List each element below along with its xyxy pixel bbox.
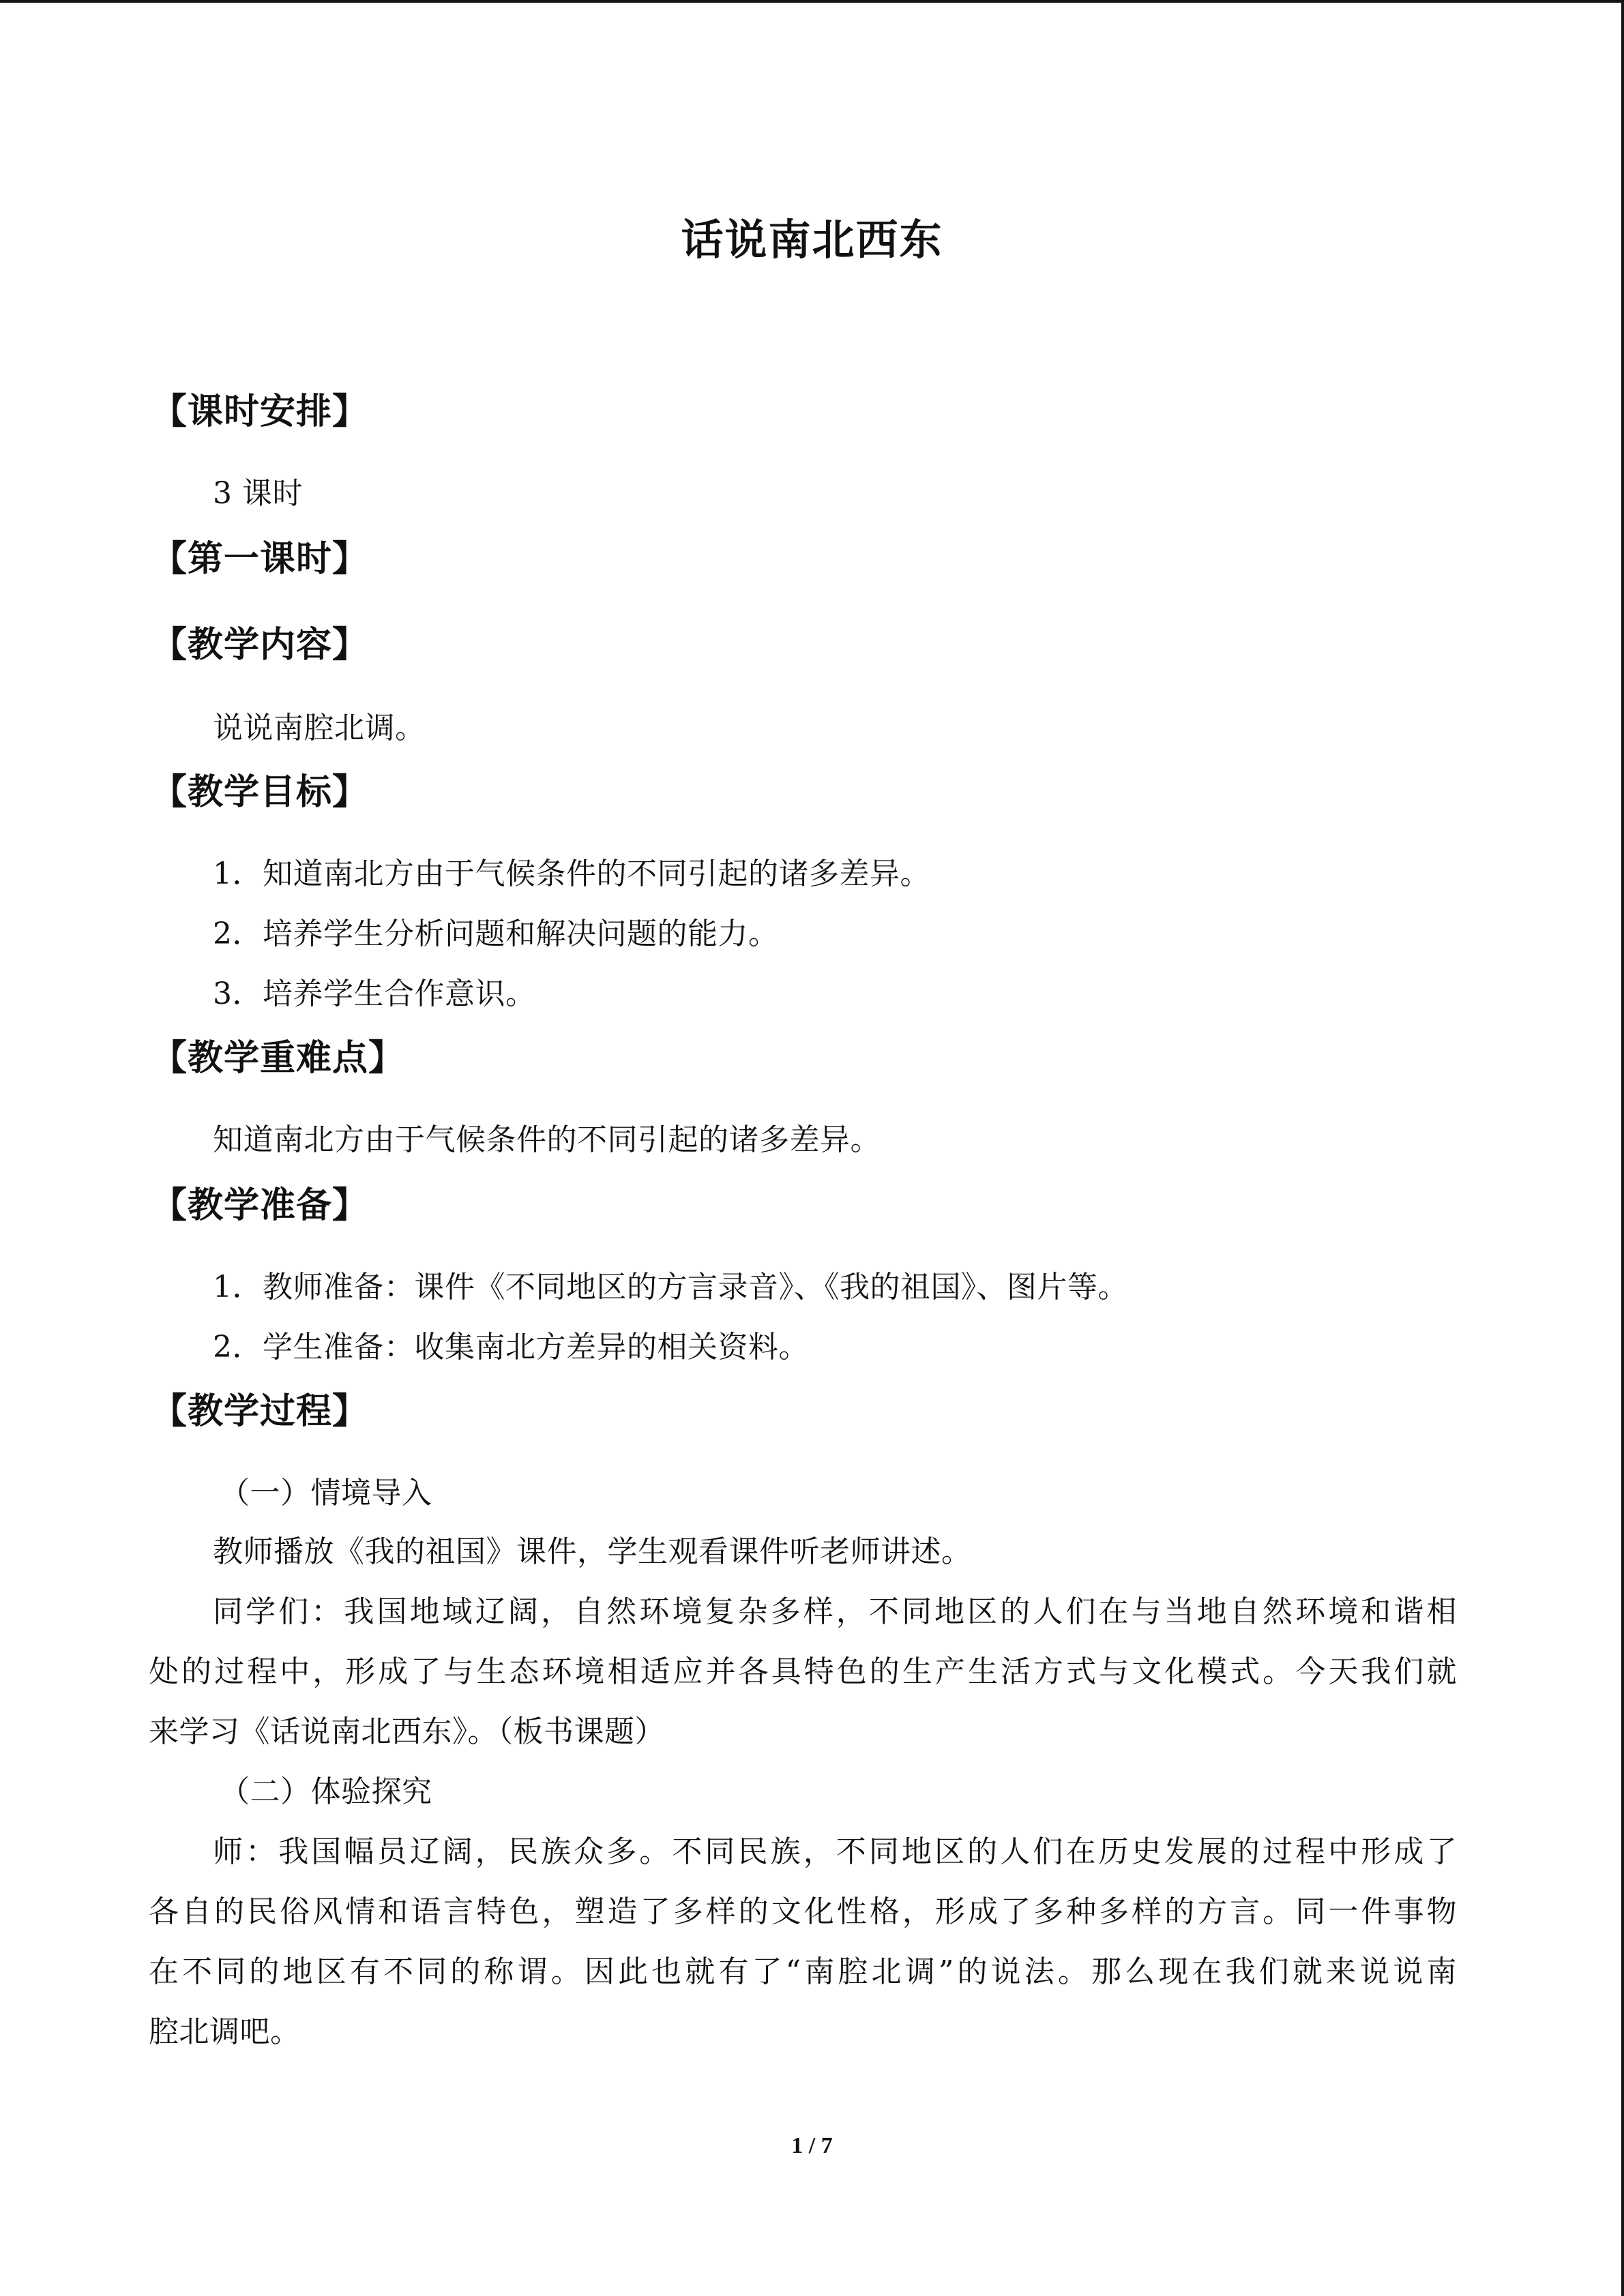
teaching-content-text: 说说南腔北调。 (213, 711, 426, 745)
process-step-two-paragraph-line-2: 各自的民俗风情和语言特色，塑造了多样的文化性格，形成了多种多样的方言。同一件事物 (149, 1894, 1457, 1929)
process-step-two-title: （二）体验探究 (220, 1774, 432, 1809)
key-points-text: 知道南北方由于气候条件的不同引起的诸多差异。 (213, 1122, 881, 1157)
process-step-one-paragraph-2-line-1: 同学们：我国地域辽阔，自然环境复杂多样，不同地区的人们在与当地自然环境和谐相 (213, 1594, 1457, 1629)
section-heading-teaching-goals: 【教学目标】 (151, 772, 369, 813)
goal-item-3: 3．培养学生合作意识。 (213, 976, 536, 1011)
section-heading-teaching-content: 【教学内容】 (151, 625, 369, 666)
preparation-item-1: 1．教师准备：课件《不同地区的方言录音》、《我的祖国》、图片等。 (213, 1270, 1128, 1304)
page-indicator: 1 / 7 (791, 2133, 833, 2158)
process-step-one-paragraph-2-line-2: 处的过程中，形成了与生态环境相适应并各具特色的生产生活方式与文化模式。今天我们就 (149, 1654, 1457, 1689)
section-heading-process: 【教学过程】 (151, 1391, 369, 1432)
goal-item-2: 2．培养学生分析问题和解决问题的能力。 (213, 916, 779, 951)
section-heading-schedule: 【课时安排】 (151, 391, 369, 432)
process-step-two-paragraph-line-1: 师：我国幅员辽阔，民族众多。不同民族，不同地区的人们在历史发展的过程中形成了 (213, 1834, 1457, 1869)
process-step-one-paragraph-2-line-3: 来学习《话说南北西东》。（板书课题） (149, 1714, 665, 1749)
page-border-right (1621, 0, 1624, 2296)
schedule-content: 3 课时 (213, 476, 303, 511)
page-border-top (0, 0, 1624, 3)
process-step-one-paragraph-1: 教师播放《我的祖国》课件，学生观看课件听老师讲述。 (213, 1534, 972, 1569)
section-heading-preparation: 【教学准备】 (151, 1185, 369, 1226)
document-title: 话说南北西东 (681, 215, 943, 265)
process-step-one-title: （一）情境导入 (220, 1476, 432, 1510)
goal-item-1: 1．知道南北方由于气候条件的不同引起的诸多差异。 (213, 856, 930, 891)
section-heading-key-points: 【教学重难点】 (151, 1038, 405, 1079)
process-step-two-paragraph-line-4: 腔北调吧。 (149, 2014, 301, 2049)
process-step-two-paragraph-line-3: 在不同的地区有不同的称谓。因此也就有了“南腔北调”的说法。那么现在我们就来说说南 (149, 1954, 1457, 1989)
preparation-item-2: 2．学生准备：收集南北方差异的相关资料。 (213, 1330, 809, 1365)
section-heading-lesson-one: 【第一课时】 (151, 539, 369, 580)
